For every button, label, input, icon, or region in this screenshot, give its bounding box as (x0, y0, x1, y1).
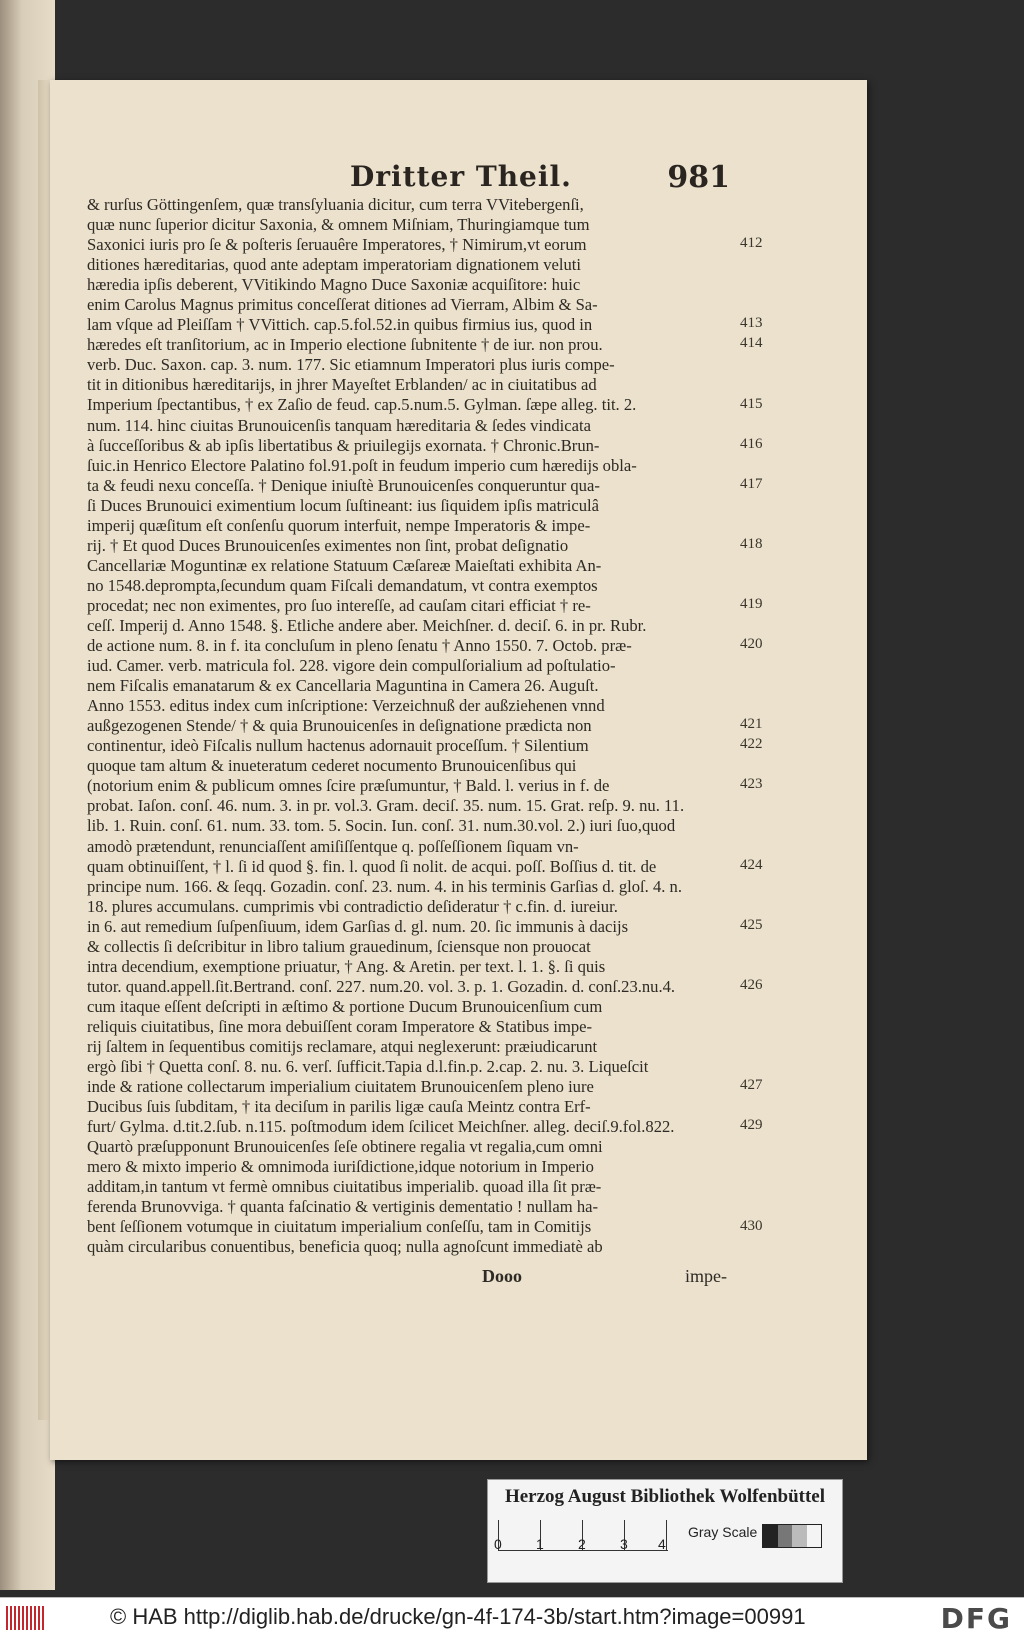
text-line: imperij quæſitum eſt conſenſu quorum interfuit, nempe Imperatoris & impe- (87, 515, 591, 535)
margin-note-number: 415 (740, 395, 763, 412)
text-line: Cancellariæ Moguntinæ ex relatione Statuum Cæſareæ Maieſtati exhibita An- (87, 555, 602, 575)
gray-swatch (792, 1525, 807, 1547)
library-name: Herzog August Bibliothek Wolfenbüttel (504, 1486, 826, 1507)
text-line: additam,in tantum vt fermè omnibus ciuitatibus imperialib. quoad illa ſit præ- (87, 1177, 602, 1197)
margin-note-number: 414 (740, 335, 763, 352)
text-line: iud. Camer. verb. matricula fol. 228. vigore dein compulſorialium ad poſtulatio- (87, 656, 616, 676)
text-line: hæredia ipſis deberent, VVitikindo Magno Duce Saxoniæ acquiſitore: huic (87, 275, 581, 295)
catchline (87, 1266, 727, 1290)
scale-number: 4 (658, 1536, 666, 1552)
scale-number: 0 (494, 1536, 502, 1552)
text-line: tit in ditionibus hæreditarijs, in jhrer Mayeſtet Erblanden/ ac in ciuitatibus ad (87, 375, 597, 395)
footer-bar (0, 1597, 1024, 1638)
running-title: Dritter Theil. (350, 160, 572, 193)
text-line: quoque tam altum & inueteratum cederet nocumento Brunouicenſibus qui (87, 756, 577, 776)
text-line: ſi Duces Brunouici eximentium locum ſuſtineant: ius ſiquidem ipſis matriculâ (87, 495, 600, 515)
text-line: Saxonici iuris pro ſe & poſteris ſeruauêre Imperatores, † Nimirum,vt eorum (87, 235, 587, 255)
text-line: nem Fiſcalis emanatarum & ex Cancellaria Maguntina in Camera 26. Auguſt. (87, 676, 599, 696)
text-line: reliquis ciuitatibus, ſine mora debuiſſent coram Imperatore & Statibus impe- (87, 1016, 593, 1036)
text-line: lam vſque ad Pleiſſam † VVittich. cap.5.fol.52.in quibus firmius ius, quod in (87, 315, 593, 335)
signature-mark: Dooo (482, 1266, 522, 1286)
margin-note-number: 429 (740, 1117, 763, 1134)
text-line: quam obtinuiſſent, † l. ſi id quod §. fin. l. quod ſi nolit. de acqui. poſſ. Boſſius d. tit. de (87, 856, 657, 876)
text-line: 18. plures accumulans. cumprimis vbi contradictio deſideratur † c.fin. d. iureiur. (87, 896, 618, 916)
text-line: & collectis ſi deſcribitur in libro talium grauedinum, ſciensque non prouocat (87, 936, 591, 956)
text-line: ta & feudi nexu conceſſa. † Denique iniuſtè Brunouicenſes conqueruntur qua- (87, 475, 600, 495)
gray-swatch (807, 1525, 822, 1547)
text-line: & rurſus Göttingenſem, quæ transſyluania dicitur, cum terra VVitebergenſi, (87, 195, 584, 214)
margin-note-number: 416 (740, 435, 763, 452)
source-url: © HAB http://diglib.hab.de/drucke/gn-4f-174-3b/start.htm?image=00991 (110, 1604, 806, 1629)
hab-logo-icon (6, 1606, 46, 1630)
margin-note-number: 412 (740, 235, 763, 252)
text-line: Anno 1553. editus index cum inſcriptione: Verzeichnuß der außziehenen vnnd (87, 696, 605, 716)
text-line: in 6. aut remedium ſuſpenſiuum, idem Garſias d. gl. num. 20. ſic immunis à dacijs (87, 916, 629, 936)
margin-note-number: 423 (740, 776, 763, 793)
text-line: ergò ſibi † Quetta conſ. 8. nu. 6. verſ. ſufficit.Tapia d.l.fin.p. 2.cap. 2. nu. 3. Liqueſcit (87, 1057, 649, 1077)
text-line: hæredes eſt tranſitorium, ac in Imperio electione ſubnitente † de iur. non prou. (87, 335, 603, 355)
text-line: principe num. 166. & ſeqq. Gozadin. conſ. 23. num. 4. in his terminis Garſias d. gloſ. 4. n. (87, 876, 682, 896)
catchword: impe- (685, 1266, 727, 1286)
margin-note-number: 420 (740, 636, 763, 653)
gray-swatch (763, 1525, 778, 1547)
text-line: ſuic.in Henrico Electore Palatino fol.91.poſt in feudum imperio cum hæredijs obla- (87, 455, 637, 475)
text-line: procedat; nec non eximentes, pro ſuo intereſſe, ad cauſam citari efficiat † re- (87, 595, 591, 615)
gray-scale-label: Gray Scale (688, 1524, 758, 1540)
text-line: ditiones hæreditarias, quod ante adeptam imperatoriam dignationem veluti (87, 255, 581, 275)
dfg-logo: DFG (940, 1602, 1012, 1635)
text-line: bent ſeſſionem votumque in ciuitatum imperialium conſeſſu, tam in Comitijs (87, 1217, 592, 1237)
text-line: à ſucceſſoribus & ab ipſis libertatibus & priuilegijs exornata. † Chronic.Brun- (87, 435, 600, 455)
running-header (350, 160, 730, 200)
gray-swatch (778, 1525, 793, 1547)
gray-swatches (762, 1524, 822, 1548)
text-line: quàm circularibus conuentibus, beneficia quoq; nulla agnoſcunt immediatè ab (87, 1237, 603, 1257)
book-page (50, 80, 867, 1460)
margin-note-number: 424 (740, 856, 763, 873)
body-text (87, 195, 727, 1257)
scale-number: 1 (536, 1536, 544, 1552)
text-line: furt/ Gylma. d.tit.2.ſub. n.115. poſtmodum idem ſcilicet Meichſner. alleg. deciſ.9.fol.822. (87, 1117, 675, 1137)
text-line: verb. Duc. Saxon. cap. 3. num. 177. Sic etiamnum Imperatori plus iuris compe- (87, 355, 615, 375)
text-line: lib. 1. Ruin. conſ. 61. num. 33. tom. 5. Socin. Iun. conſ. 31. num.30.vol. 2.) iuri ſuo,quod (87, 816, 676, 836)
margin-note-number: 426 (740, 976, 763, 993)
text-line: ceſſ. Imperij d. Anno 1548. §. Etliche andere aber. Meichſner. d. deciſ. 6. in pr. Rubr. (87, 615, 647, 635)
scale-number: 3 (620, 1536, 628, 1552)
text-line: rij. † Et quod Duces Brunouicenſes eximentes non ſint, probat deſignatio (87, 535, 569, 555)
page-number: 981 (667, 160, 730, 195)
text-line: probat. Iaſon. conſ. 46. num. 3. in pr. vol.3. Gram. deciſ. 35. num. 15. Grat. reſp. 9. nu. 11. (87, 796, 685, 816)
text-line: mero & mixto imperio & omnimoda iuriſdictione,idque notorium in Imperio (87, 1157, 594, 1177)
text-line: außgezogenen Stende/ † & quia Brunouicenſes in deſignatione prædicta non (87, 716, 592, 736)
text-line: Quartò præſupponunt Brunouicenſes ſeſe obtinere regalia vt regalia,cum omni (87, 1137, 603, 1157)
text-line: inde & ratione collectarum imperialium ciuitatem Brunouicenſem pleno iure (87, 1077, 594, 1097)
margin-note-number: 425 (740, 916, 763, 933)
text-line: amodò prætendunt, renunciaſſent amiſiſſentque q. poſſeſſionem ſiquam vn- (87, 836, 579, 856)
text-line: de actione num. 8. in f. ita concluſum in pleno ſenatu † Anno 1550. 7. Octob. præ- (87, 636, 632, 656)
margin-note-number: 419 (740, 596, 763, 612)
text-line: quæ nunc ſuperior dicitur Saxonia, & omnem Miſniam, Thuringiamque tum (87, 215, 590, 235)
text-line: rij ſaltem in ſequentibus comitijs reclamare, atqui neglexerunt: præiudicarunt (87, 1036, 598, 1056)
margin-note-number: 430 (740, 1217, 763, 1234)
text-line: cum itaque eſſent deſcripti in æſtimo & portione Ducum Brunouicenſium cum (87, 996, 603, 1016)
scale-number: 2 (578, 1536, 586, 1552)
margin-note-number: 413 (740, 315, 763, 332)
margin-note-number: 418 (740, 535, 763, 552)
margin-note-number: 422 (740, 736, 763, 753)
text-line: (notorium enim & publicum omnes ſcire præſumuntur, † Bald. l. verius in f. de (87, 776, 610, 796)
margin-note-number: 427 (740, 1077, 763, 1094)
color-calibration-chart (487, 1479, 843, 1583)
text-line: no 1548.deprompta,ſecundum quam Fiſcali demandatum, vt contra exemptos (87, 575, 598, 595)
text-line: Ducibus ſuis ſubditam, † ita deciſum in parilis ligæ cauſa Meintz contra Erf- (87, 1097, 591, 1117)
text-line: intra decendium, exemptione priuatur, † Ang. & Aretin. per text. l. 1. §. ſi quis (87, 956, 606, 976)
text-line: num. 114. hinc ciuitas Brunouicenſis tanquam hæreditaria & ſedes vindicata (87, 415, 591, 435)
text-line: tutor. quand.appell.ſit.Bertrand. conſ. 227. num.20. vol. 3. p. 1. Gozadin. d. conſ.23.nu.4. (87, 976, 676, 996)
text-line: continentur, ideò Fiſcalis nullum hactenus adornauit proceſſum. † Silentium (87, 736, 589, 756)
text-line: Imperium ſpectantibus, † ex Zaſio de feud. cap.5.num.5. Gylman. ſæpe alleg. tit. 2. (87, 395, 637, 415)
margin-note-number: 421 (740, 716, 763, 733)
text-line: ferenda Brunovviga. † quanta faſcinatio & vertiginis dementatio ! nullam ha- (87, 1197, 599, 1217)
text-line: enim Carolus Magnus primitus conceſſerat ditiones ad Vierram, Albim & Sa- (87, 295, 598, 315)
margin-note-number: 417 (740, 475, 763, 492)
